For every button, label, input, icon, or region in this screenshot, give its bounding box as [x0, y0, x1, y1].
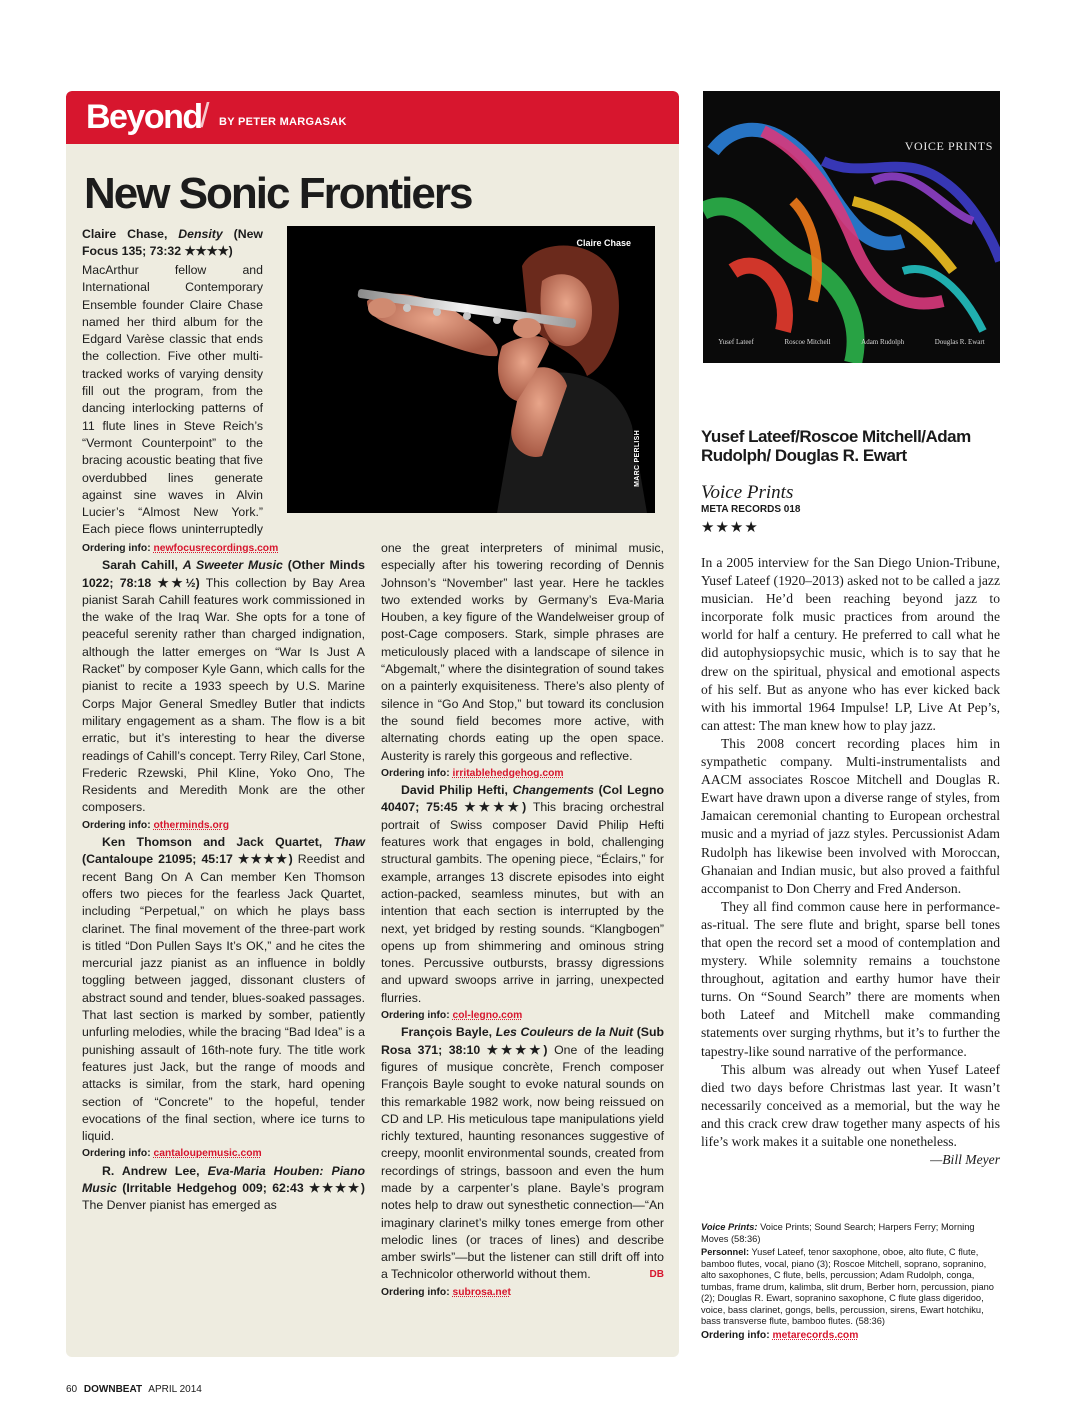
cover-name: Roscoe Mitchell: [784, 338, 831, 346]
section-slash: /: [200, 97, 210, 135]
review-lee-meta: (Irritable Hedgehog 009; 62:43 ★★★★): [122, 1180, 365, 1195]
photo-credit: MARC PERLISH: [634, 430, 641, 487]
magazine-brand: DOWNBEAT: [83, 1384, 143, 1395]
main-review-paragraph: This 2008 concert recording places him in sympathetic company. Multi-instrumentalists and AACM associates Roscoe Mitchell and Douglas R. Ewart have drawn upon a diverse range of styles, from Jamaican ceremonial chanting to European orchestral music and a myriad of jazz styles. Percussionist Adam Rudolph has likewise been involved with Moroccan, Ghanaian and Indian music, but also proved a faithful accompanist to Don Cherry and Fred Anderson.: [701, 735, 1000, 896]
order-info-meta: [701, 1330, 1000, 1342]
cover-name: Douglas R. Ewart: [934, 338, 985, 346]
main-review-paragraph: They all find common cause here in performance-as-ritual. The sere flute and bright, sparse bell tones that open the record set a mood of contemplation and mystery. While solemnity remains a touchstone throughout, agitation and earthy humor have their turns. On “Sound Search” there are moments when both Lateef and Mitchell make commanding statements over surging rhythms, but it’s to further the tapestry-like sound narrative of the performance.: [701, 898, 1000, 1059]
track-list: [701, 1222, 1000, 1245]
review-thomson-artist: Ken Thomson and Jack Quartet,: [102, 835, 323, 850]
order-link-irritablehedgehog[interactable]: irritablehedgehog.com: [452, 767, 564, 779]
page-footer: [66, 1384, 202, 1395]
order-info-chase: [82, 540, 365, 557]
main-review-notes: [701, 1222, 1000, 1343]
issue-date: APRIL 2014: [148, 1384, 202, 1395]
review-hefti: [381, 782, 664, 1007]
order-info-cahill: [82, 817, 365, 834]
column-two: [381, 540, 664, 1301]
order-info-lee: [381, 765, 664, 782]
photo-caption: Claire Chase: [576, 238, 631, 248]
review-thomson-meta: (Cantaloupe 21095; 45:17 ★★★★): [82, 852, 293, 867]
review-chase-meta: (New Focus 135; 73:32 ★★★★): [82, 227, 263, 259]
review-bayle-artist: François Bayle,: [401, 1025, 493, 1040]
track-list-text: Voice Prints; Sound Search; Harpers Ferry; Morning Moves (58:36): [701, 1222, 975, 1244]
main-review-paragraph: In a 2005 interview for the San Diego Union-Tribune, Yusef Lateef (1920–2013) asked not to be called a jazz musician. He’d been reaching beyond jazz to incorporate folk music practices from around the world for half a century. He preferred to call what he did autophysiopsychic music, which is to say that he drew on the spiritual, physical and emotional aspects of his self. But as anyone who has ever kicked back with his immortal 1964 Impulse! LP, Live At Pep’s, can attest: The man knew how to play jazz.: [701, 555, 1000, 733]
order-info-bayle: [381, 1284, 664, 1301]
order-link-otherminds[interactable]: otherminds.org: [153, 819, 230, 831]
review-hefti-meta: (Col Legno 40407; 75:45 ★★★★): [381, 783, 664, 815]
order-link-newfocus[interactable]: newfocusrecordings.com: [153, 543, 279, 554]
review-lee: [82, 1163, 365, 1215]
main-review-body: [701, 554, 1000, 1169]
byline: BY PETER MARGASAK: [219, 116, 347, 128]
order-label: Ordering info:: [701, 1329, 770, 1341]
main-review-rating: ★★★★: [701, 519, 759, 536]
page-number: 60: [66, 1384, 78, 1395]
order-label: Ordering info:: [381, 1010, 450, 1022]
main-review-last-paragraph: This album was already out when Yusef Lateef died two days before Christmas last year. It wasn’t necessarily conceived as a memorial, but the way he and this crack crew draw together many aspects of his life’s work makes it a suitable one nonetheless.: [701, 1061, 1000, 1149]
album-cover-title: VOICE PRINTS: [904, 139, 993, 153]
section-title: Beyond: [86, 98, 202, 136]
order-label: Ordering info:: [82, 1148, 151, 1160]
review-cahill-body: This collection by Bay Area pianist Sarah Cahill features work commissioned in the wake of the Iraq War. She opts for a tone of peaceful serenity rather than charged indignation, although the latter emerges on “War Is Just A Racket” by composer Kyle Gann, which calls for the pianist to recite a 1933 speech by U.S. Marine Corps Major General Smedley Butler that indicts military engagement as a sham. The flow is a bit erratic, but it’s interesting to hear the diverse readings of Cahill’s concept. Terry Riley, Carl Stone, Frederic Rzewski, Phil Kline, Yoko Ono, The Residents and Meredith Monk are the other composers.: [82, 575, 365, 815]
review-bayle-body: One of the leading figures of musique concrète, French composer François Bayle sought to evoke natural sounds on this remarkable 1982 work, now being reissued on CD and LP. His meticulous tape manipulations yield richly textured, haunting resonances suggestive of creepy, moonlit environmental sounds, created from recordings of strings, bassoon and even the hum made by a carpenter’s plane. Bayle’s program notes help to draw out synesthetic connection—“An imaginary clarinet’s milky tones emerge from other melodic lines (or traces of lines) and describe amber swirls”—but the listener can still drift off into a Technicolor otherworld without them.: [381, 1042, 664, 1282]
review-chase-intro: [82, 226, 263, 261]
main-review-title: Voice Prints: [701, 482, 794, 503]
album-cover-names: [703, 338, 1000, 346]
review-cahill-artist: Sarah Cahill,: [102, 558, 178, 573]
review-lee-continued: one the great interpreters of minimal music, especially after his towering recording of Dennis Johnson’s “November” last year. Here he tackles two extended works by Germany’s Eva-Maria Houben, a key figure of the Wandelweiser group of post-Cage composers. Stark, simple phrases are meticulously placed with a landscape of silence in “Abgemalt,” where the disintegration of sound takes on a painterly exquisiteness. There’s also plenty of silence in “Go And Stop,” but toward its conclusion the sound field becomes more active, with alternating chords eating up the open space. Austerity is rarely this gorgeous and reflective.: [381, 541, 664, 763]
review-chase-body-narrow: [82, 262, 263, 540]
album-art-ribbons: [703, 91, 1000, 363]
order-label: Ordering info:: [381, 767, 450, 779]
review-hefti-artist: David Philip Hefti,: [401, 783, 508, 798]
review-thomson-title: Thaw: [333, 835, 365, 850]
order-link-col-legno[interactable]: col-legno.com: [452, 1010, 523, 1022]
review-lee-body-start: The Denver pianist has emerged as: [82, 1198, 277, 1213]
column-one: [82, 540, 365, 1215]
order-label: Ordering info:: [82, 819, 151, 831]
cover-name: Adam Rudolph: [861, 338, 905, 346]
review-lee-artist: R. Andrew Lee,: [102, 1163, 200, 1178]
order-link-cantaloupe[interactable]: cantaloupemusic.com: [153, 1148, 262, 1160]
review-bayle: [381, 1024, 664, 1283]
order-label: Ordering info:: [381, 1286, 450, 1298]
main-review-paragraph: [701, 1061, 1000, 1168]
review-thomson-body: Reedist and recent Bang On A Can member Ken Thomson offers two pieces for the fearless Jack Quartet, including “Perpetual,” on which he plays bass clarinet. The final movement of the three-part work is titled “Don Pullen Says It’s OK,” and he cites the mercurial jazz pianist as an influence in boldly toggling between jagged, dissonant clusters of abstract sound and tender, blues-soaked passages. That last section is marked by somber, patiently unfurling melodies, while the bracing “Bad Idea” is a punishing assault of 16th-note fury. The title work features just Jack, but the range of moods and attacks is similar, from the stark, hard opening section of “Concrete” to the hopeful, tender evocations of the final section, where ice turns to liquid.: [82, 852, 365, 1144]
review-chase-artist: Claire Chase,: [82, 227, 168, 241]
end-mark: DB: [649, 1269, 664, 1281]
order-link-metarecords[interactable]: metarecords.com: [772, 1329, 859, 1341]
order-info-hefti: [381, 1007, 664, 1024]
main-review-label: META RECORDS 018: [701, 504, 801, 515]
review-chase-title: Density: [178, 227, 223, 241]
review-cahill: [82, 557, 365, 816]
review-hefti-title: Changements: [512, 783, 594, 798]
order-label: Ordering info:: [82, 543, 151, 554]
album-cover: [703, 91, 1000, 363]
claire-chase-photo: [287, 226, 655, 513]
track-list-label: Voice Prints:: [701, 1222, 758, 1232]
page-headline: New Sonic Frontiers: [84, 169, 472, 218]
review-cahill-title: A Sweeter Music: [182, 558, 283, 573]
main-review-artist: Yusef Lateef/Roscoe Mitchell/Adam Rudolph/ Douglas R. Ewart: [701, 427, 971, 465]
review-cahill-meta: (Other Minds 1022; 78:18 ★★½): [82, 558, 365, 590]
reviewer-signature: —Bill Meyer: [930, 1152, 1000, 1168]
order-info-thomson: [82, 1145, 365, 1162]
review-bayle-meta: (Sub Rosa 371; 38:10 ★★★★): [381, 1025, 665, 1057]
section-header: [66, 91, 679, 144]
review-bayle-title: Les Couleurs de la Nuit: [495, 1025, 634, 1040]
order-link-subrosa[interactable]: subrosa.net: [452, 1286, 511, 1298]
review-hefti-body: This bracing orchestral portrait of Swiss composer David Philip Hefti features work that engages in bold, challenging structural gambits. The opening piece, “Éclairs,” for example, arranges 13 discrete episodes into eight action-packed, seamless minutes, but with an intention that each section is interrupted by the next, yet bridged by resting sounds. “Klangbogen” opens up from shimmering and ominous string tones. Percussive outbursts, brassy digressions and upward swoops arrive in jarring, unexpected flurries.: [381, 800, 665, 1005]
cover-name: Yusef Lateef: [718, 338, 754, 346]
review-lee-title: Eva-Maria Houben: Piano Music: [82, 1163, 366, 1195]
review-thomson: [82, 834, 365, 1145]
personnel-text: Yusef Lateef, tenor saxophone, oboe, alto flute, C flute, bamboo flutes, vocal, piano (3); Roscoe Mitchell, soprano, sopranino, alto saxophones, C flute, bells, percussion; Adam Rudolph, conga, tumbas, frame drum, kalimba, slit drum, Berber horn, percussion, piano (2); Douglas R. Ewart, sopranino saxophone, C flute glass digeridoo, voice, bass clarinet, gongs, bells, percussion, sirens, Ewart hotchiku, bass transverse flute, bamboo flutes. (58:36): [701, 1247, 994, 1326]
review-chase-body: MacArthur fellow and International Contemporary Ensemble founder Claire Chase named her third album for the Edgard Varèse classic that ends the collection. Five other multi-tracked works of varying density fill out the program, from the dancing interlocking patterns of 11 flute lines in Steve Reich’s “Vermont Counterpoint” to the bracing acoustic beating that five overdubbed lines generate against sine waves in Alvin Lucier’s “Almost New York.” Each piece flows uninterruptedly: [82, 263, 263, 537]
personnel: [701, 1247, 1000, 1328]
flutist-illustration: [287, 226, 655, 513]
personnel-label: Personnel:: [701, 1247, 750, 1257]
